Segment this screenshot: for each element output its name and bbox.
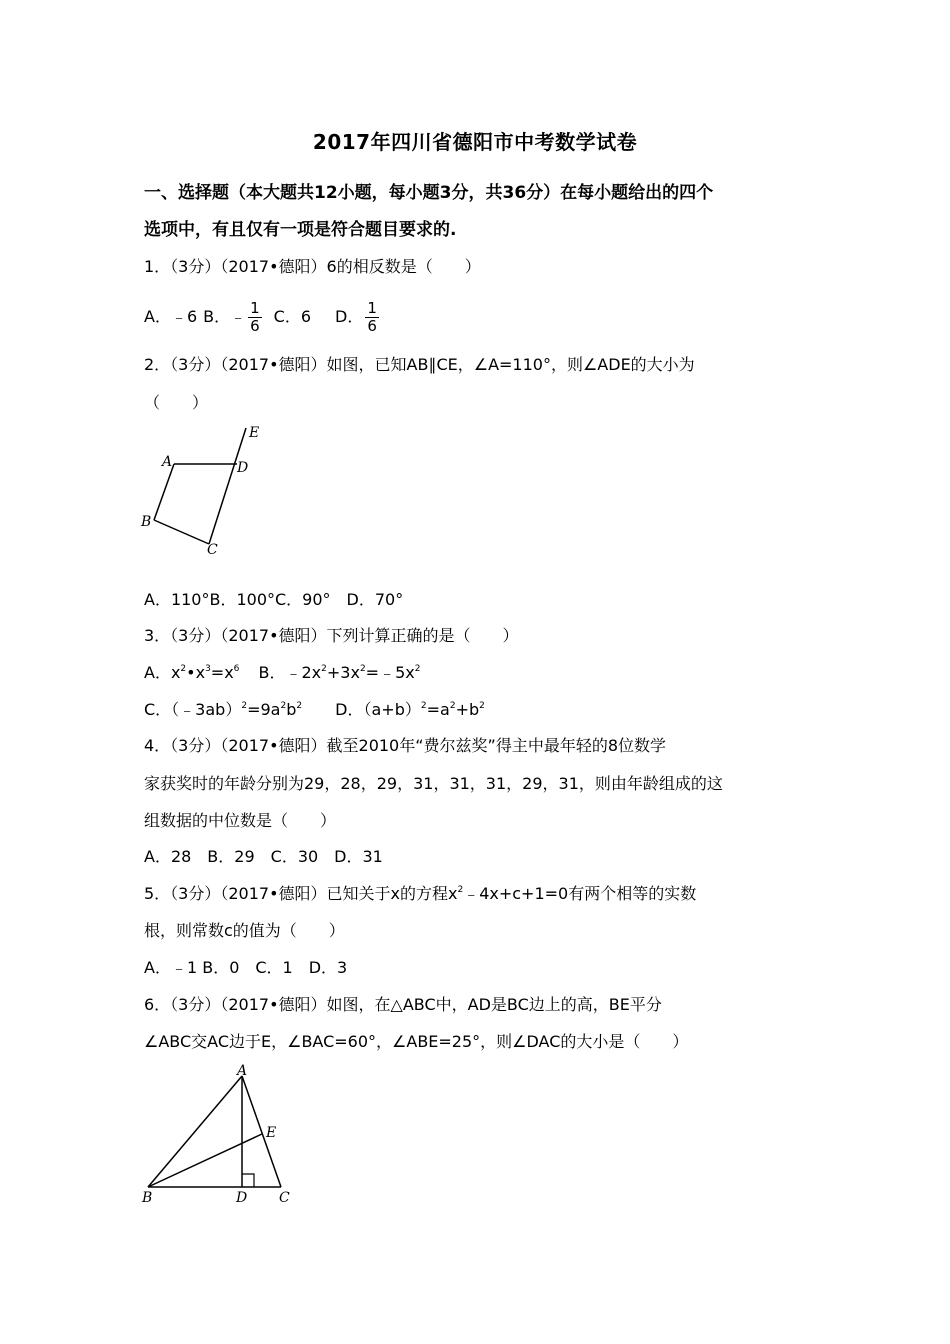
label-c: C bbox=[279, 1190, 290, 1206]
q6-line2: ∠ABC交AC边于E，∠BAC=60°，∠ABE=25°，则∠DAC的大小是（ ） bbox=[144, 1032, 689, 1051]
q1-option-a: A．﹣6 bbox=[144, 307, 198, 326]
q1-option-d: D． $\frac{1}{6}$ bbox=[335, 298, 377, 335]
label-e: E bbox=[266, 1125, 277, 1141]
q3-option-d: D．$(a+b)^2=a^2+b^2$ bbox=[335, 700, 485, 719]
label-c: C bbox=[207, 542, 218, 558]
q5-line2: 根，则常数c的值为（ ） bbox=[144, 921, 345, 940]
q6-figure bbox=[138, 1060, 308, 1210]
label-b: B bbox=[141, 514, 152, 530]
label-d: D bbox=[237, 460, 249, 476]
q4-line2: 家获奖时的年龄分别为29，28，29，31，31，31，29，31，则由年龄组成的这 bbox=[144, 774, 723, 793]
q3-option-c: C．$(﹣3ab)^2=9a^2b^2$ bbox=[144, 700, 303, 719]
q3-options-cd bbox=[144, 699, 808, 721]
q4-line1: 4．（3分）（2017•德阳）截至2010年“费尔兹奖”得主中最年轻的8位数学 bbox=[144, 736, 666, 755]
section-heading-line2: 选项中，有且仅有一项是符合题目要求的. bbox=[144, 220, 457, 240]
segment-bc bbox=[154, 520, 209, 544]
segment-ab bbox=[154, 464, 174, 520]
page-title: 2017年四川省德阳市中考数学试卷 bbox=[312, 130, 638, 154]
q6-line1: 6．（3分）（2017•德阳）如图，在△ABC中，AD是BC边上的高，BE平分 bbox=[144, 995, 662, 1014]
q3-option-b: B．$﹣2x^2+3x^2=﹣5x^2$ bbox=[258, 663, 421, 682]
q1-option-b: B．﹣ $\frac{1}{6}$ bbox=[203, 298, 260, 335]
q4-options: A．28 B．29 C．30 D．31 bbox=[144, 847, 383, 866]
label-a: A bbox=[237, 1063, 248, 1079]
q2-options: A．110°B．100°C．90° D．70° bbox=[144, 590, 404, 609]
segment-ab bbox=[148, 1076, 242, 1187]
section-heading-line1: 一、选择题（本大题共12小题，每小题3分，共36分）在每小题给出的四个 bbox=[144, 183, 714, 203]
right-angle-mark bbox=[242, 1174, 254, 1187]
q5-line1: 5．（3分）（2017•德阳）已知关于x的方程$x^2﹣4x+c+1=0$有两个相等的实数 bbox=[144, 884, 697, 903]
label-a: A bbox=[162, 454, 173, 470]
label-b: B bbox=[142, 1190, 153, 1206]
q1-option-c: C．6 bbox=[273, 307, 312, 326]
q2-stem-cont: （ ） bbox=[144, 393, 209, 412]
segment-be bbox=[148, 1134, 262, 1187]
q1-stem: 1．（3分）（2017•德阳）6的相反数是（ ） bbox=[144, 257, 481, 276]
q3-options-ab bbox=[144, 662, 808, 684]
q2-stem: 2．（3分）（2017•德阳）如图，已知AB∥CE，∠A=110°，则∠ADE的大小为 bbox=[144, 355, 695, 374]
segment-ce bbox=[209, 428, 249, 544]
q3-stem: 3．（3分）（2017•德阳）下列计算正确的是（ ） bbox=[144, 626, 519, 645]
label-e: E bbox=[249, 425, 260, 441]
q2-figure bbox=[138, 420, 278, 565]
label-d: D bbox=[236, 1190, 248, 1206]
q1-options bbox=[144, 296, 808, 338]
q3-option-a: A．$x^2•x^3=x^6$ bbox=[144, 663, 240, 682]
q5-options: A．﹣1 B．0 C．1 D．3 bbox=[144, 958, 348, 977]
q4-line3: 组数据的中位数是（ ） bbox=[144, 811, 337, 830]
